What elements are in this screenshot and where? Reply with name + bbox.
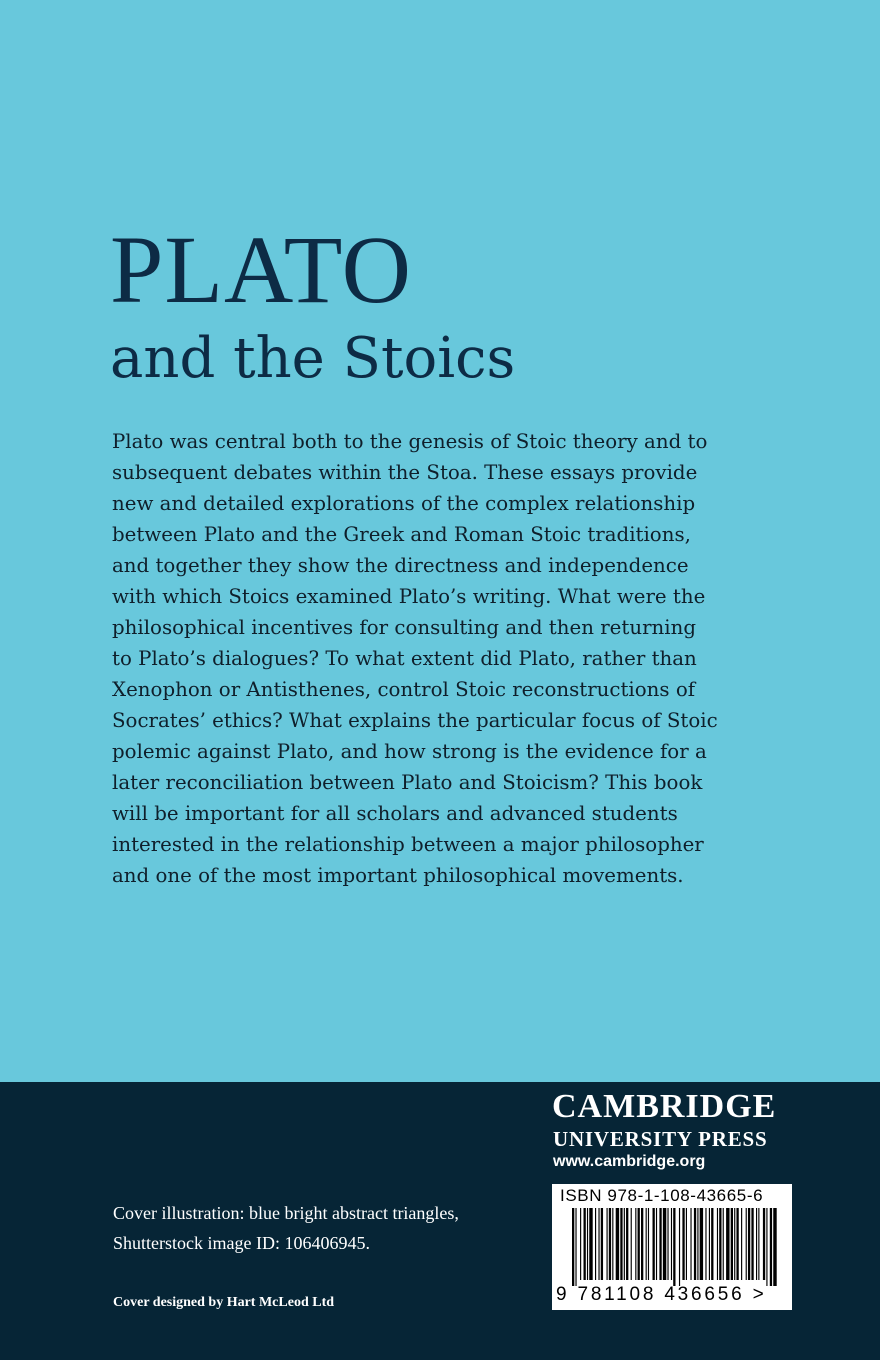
barcode-bar bbox=[741, 1208, 742, 1280]
barcode-bar bbox=[679, 1208, 680, 1286]
barcode-bar bbox=[723, 1208, 724, 1280]
barcode-bar bbox=[575, 1208, 576, 1286]
barcode-bar bbox=[646, 1208, 647, 1280]
barcode-bar bbox=[631, 1208, 632, 1280]
blurb-line: new and detailed explorations of the complex relationship bbox=[112, 492, 696, 515]
barcode-bar bbox=[620, 1208, 622, 1280]
barcode-bar bbox=[572, 1208, 574, 1286]
blurb-line: subsequent debates within the Stoa. These essays provide bbox=[112, 461, 698, 484]
barcode-bar bbox=[770, 1208, 772, 1286]
barcode-bar bbox=[690, 1208, 691, 1280]
credit-line: Shutterstock image ID: 106406945. bbox=[113, 1233, 370, 1253]
barcode-bar bbox=[671, 1208, 672, 1280]
barcode-bar bbox=[686, 1208, 687, 1280]
barcode-bar bbox=[773, 1208, 776, 1286]
blurb-line: to Plato’s dialogues? To what extent did Plato, rather than bbox=[112, 647, 697, 670]
barcode-bar bbox=[734, 1208, 735, 1280]
blurb-line: will be important for all scholars and advanced students bbox=[112, 802, 678, 825]
barcode-bar bbox=[717, 1208, 718, 1280]
barcode-bar bbox=[709, 1208, 710, 1280]
barcode-bar bbox=[589, 1208, 592, 1280]
barcode-bar bbox=[673, 1208, 675, 1286]
barcode-bar bbox=[746, 1208, 747, 1280]
barcode-bar bbox=[682, 1208, 684, 1280]
blurb-line: and one of the most important philosophical movements. bbox=[112, 864, 684, 887]
barcode-bar bbox=[711, 1208, 713, 1280]
barcode-bar bbox=[587, 1208, 588, 1280]
barcode-bar bbox=[731, 1208, 733, 1280]
publisher-url: www.cambridge.org bbox=[553, 1153, 706, 1170]
barcode-bar bbox=[726, 1208, 729, 1280]
blurb-line: with which Stoics examined Plato’s writing. What were the bbox=[112, 585, 706, 608]
barcode-bar bbox=[598, 1208, 599, 1280]
blurb-line: polemic against Plato, and how strong is the evidence for a bbox=[112, 740, 707, 763]
credit-line: Cover illustration: blue bright abstract triangles, bbox=[113, 1203, 459, 1223]
barcode-bar bbox=[616, 1208, 619, 1280]
blurb-line: Plato was central both to the genesis of Stoic theory and to bbox=[112, 430, 708, 453]
designer-credit: Cover designed by Hart McLeod Ltd bbox=[113, 1295, 335, 1310]
barcode-bar bbox=[659, 1208, 661, 1280]
publisher-subname: UNIVERSITY PRESS bbox=[553, 1127, 768, 1151]
barcode-bar bbox=[756, 1208, 757, 1280]
barcode-bar bbox=[766, 1208, 767, 1286]
book-subtitle: and the Stoics bbox=[110, 326, 516, 391]
barcode-bar bbox=[667, 1208, 668, 1280]
blurb-line: Socrates’ ethics? What explains the particular focus of Stoic bbox=[112, 709, 718, 732]
barcode-bar bbox=[736, 1208, 738, 1280]
illustration-credit bbox=[113, 1198, 459, 1258]
barcode-bar bbox=[748, 1208, 750, 1280]
barcode-bar bbox=[624, 1208, 625, 1280]
blurb-line: later reconciliation between Plato and Stoicism? This book bbox=[112, 771, 703, 794]
blurb-line: interested in the relationship between a major philosopher bbox=[112, 833, 704, 856]
barcode-bar bbox=[601, 1208, 603, 1280]
barcode-bar bbox=[697, 1208, 698, 1280]
barcode-bar bbox=[641, 1208, 643, 1280]
blurb bbox=[112, 426, 802, 891]
barcode-bar bbox=[595, 1208, 596, 1280]
barcode-bar bbox=[580, 1208, 581, 1280]
barcode-bar bbox=[719, 1208, 721, 1280]
barcode-bar bbox=[648, 1208, 649, 1280]
barcode-bar bbox=[635, 1208, 636, 1280]
barcode-digits: 9 781108 436656 > bbox=[556, 1284, 767, 1305]
blurb-line: Xenophon or Antisthenes, control Stoic reconstructions of bbox=[112, 678, 696, 701]
barcode-bar bbox=[638, 1208, 640, 1280]
book-title: PLATO bbox=[110, 216, 412, 323]
barcode-bar bbox=[626, 1208, 628, 1280]
barcode-bar bbox=[612, 1208, 613, 1280]
barcode-bar bbox=[609, 1208, 611, 1280]
barcode-bar bbox=[653, 1208, 655, 1280]
barcode-bar bbox=[758, 1208, 759, 1280]
barcode-bar bbox=[705, 1208, 706, 1280]
isbn-label: ISBN 978-1-108-43665-6 bbox=[560, 1186, 764, 1205]
blurb-line: philosophical incentives for consulting and then returning bbox=[112, 616, 697, 639]
barcode-bar bbox=[607, 1208, 608, 1280]
barcode-bar bbox=[694, 1208, 696, 1280]
barcode-bar bbox=[656, 1208, 657, 1280]
barcode-bar bbox=[751, 1208, 753, 1280]
barcode-bar bbox=[584, 1208, 586, 1280]
barcode-bar bbox=[700, 1208, 703, 1280]
blurb-line: between Plato and the Greek and Roman Stoic traditions, bbox=[112, 523, 691, 546]
blurb-line: and together they show the directness and independence bbox=[112, 554, 689, 577]
barcode-bar bbox=[663, 1208, 666, 1280]
barcode-bar bbox=[763, 1208, 765, 1280]
publisher-name: CAMBRIDGE bbox=[552, 1088, 777, 1125]
isbn-barcode bbox=[552, 1184, 792, 1310]
